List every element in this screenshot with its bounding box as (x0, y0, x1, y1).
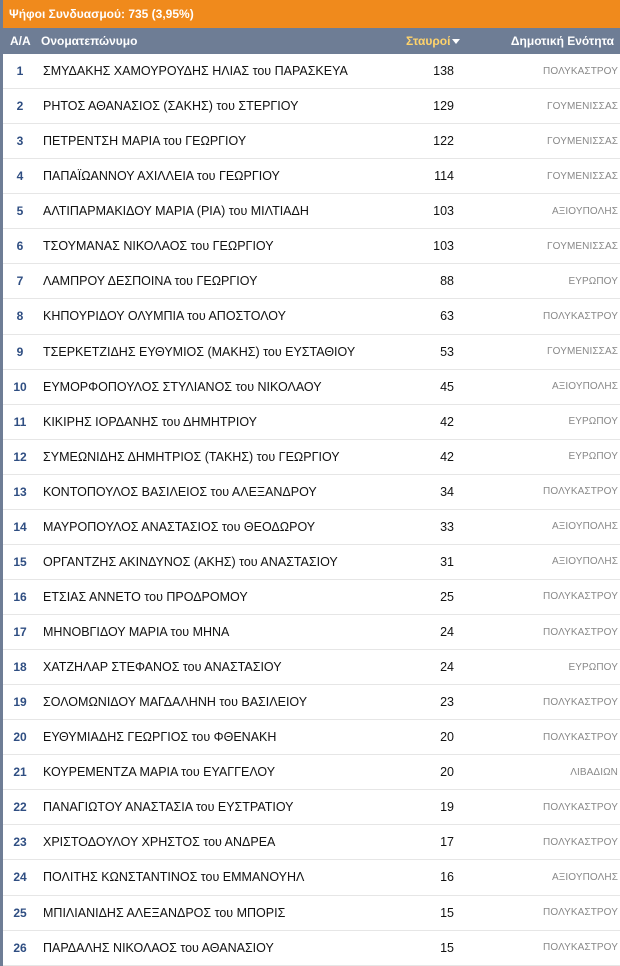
party-votes-banner (3, 0, 620, 28)
party-votes-label: Ψήφοι Συνδυασμού: 735 (3,95%) (9, 7, 194, 21)
candidate-name: ΕΤΣΙΑΣ ΑΝΝΕΤΟ του ΠΡΟΔΡΟΜΟΥ (43, 589, 248, 604)
municipal-unit: ΑΞΙΟΥΠΟΛΗΣ (552, 521, 618, 533)
row-index: 11 (13, 414, 27, 429)
table-row (3, 510, 620, 545)
row-index: 7 (16, 274, 24, 289)
table-row (3, 790, 620, 825)
candidate-name: ΧΑΤΖΗΛΑΡ ΣΤΕΦΑΝΟΣ του ΑΝΑΣΤΑΣΙΟΥ (43, 660, 282, 675)
municipal-unit: ΑΞΙΟΥΠΟΛΗΣ (552, 871, 618, 883)
candidate-name: ΕΥΜΟΡΦΟΠΟΥΛΟΣ ΣΤΥΛΙΑΝΟΣ του ΝΙΚΟΛΑΟΥ (43, 379, 322, 394)
candidate-votes: 31 (440, 554, 454, 569)
table-row (3, 194, 620, 229)
municipal-unit: ΓΟΥΜΕΝΙΣΣΑΣ (547, 346, 618, 358)
table-row (3, 650, 620, 685)
candidate-votes: 17 (440, 835, 454, 850)
candidate-name: ΤΣΕΡΚΕΤΖΙΔΗΣ ΕΥΘΥΜΙΟΣ (ΜΑΚΗΣ) του ΕΥΣΤΑΘΙΟΥ (43, 344, 356, 359)
candidate-name: ΠΕΤΡΕΝΤΣΗ ΜΑΡΙΑ του ΓΕΩΡΓΙΟΥ (43, 134, 247, 149)
candidate-name: ΣΥΜΕΩΝΙΔΗΣ ΔΗΜΗΤΡΙΟΣ (ΤΑΚΗΣ) του ΓΕΩΡΓΙΟΥ (43, 449, 340, 464)
table-row (3, 896, 620, 931)
municipal-unit: ΑΞΙΟΥΠΟΛΗΣ (552, 381, 618, 393)
row-index: 4 (16, 169, 24, 184)
candidate-name: ΛΑΜΠΡΟΥ ΔΕΣΠΟΙΝΑ του ΓΕΩΡΓΙΟΥ (43, 274, 258, 289)
row-index: 12 (13, 449, 27, 464)
municipal-unit: ΕΥΡΩΠΟΥ (568, 416, 618, 428)
table-row (3, 159, 620, 194)
municipal-unit: ΠΟΛΥΚΑΣΤΡΟΥ (543, 801, 618, 813)
row-index: 19 (13, 695, 27, 710)
candidate-name: ΚΙΚΙΡΗΣ ΙΟΡΔΑΝΗΣ του ΔΗΜΗΤΡΙΟΥ (43, 414, 257, 429)
municipal-unit: ΓΟΥΜΕΝΙΣΣΑΣ (547, 240, 618, 252)
municipal-unit: ΑΞΙΟΥΠΟΛΗΣ (552, 556, 618, 568)
municipal-unit: ΠΟΛΥΚΑΣΤΡΟΥ (543, 942, 618, 954)
sort-desc-icon[interactable] (452, 39, 460, 44)
candidate-votes: 24 (440, 660, 454, 675)
row-index: 20 (13, 730, 27, 745)
table-row (3, 440, 620, 475)
municipal-unit: ΕΥΡΩΠΟΥ (568, 451, 618, 463)
municipal-unit: ΠΟΛΥΚΑΣΤΡΟΥ (543, 65, 618, 77)
municipal-unit: ΕΥΡΩΠΟΥ (568, 661, 618, 673)
municipal-unit: ΠΟΛΥΚΑΣΤΡΟΥ (543, 836, 618, 848)
candidate-votes: 129 (433, 99, 454, 114)
row-index: 18 (13, 660, 27, 675)
candidate-name: ΧΡΙΣΤΟΔΟΥΛΟΥ ΧΡΗΣΤΟΣ του ΑΝΔΡΕΑ (43, 835, 276, 850)
municipal-unit: ΠΟΛΥΚΑΣΤΡΟΥ (543, 626, 618, 638)
municipal-unit: ΓΟΥΜΕΝΙΣΣΑΣ (547, 170, 618, 182)
candidate-votes: 42 (440, 449, 454, 464)
municipal-unit: ΓΟΥΜΕΝΙΣΣΑΣ (547, 135, 618, 147)
row-index: 6 (16, 239, 24, 254)
row-index: 3 (16, 134, 24, 149)
municipal-unit: ΠΟΛΥΚΑΣΤΡΟΥ (543, 486, 618, 498)
table-row (3, 860, 620, 895)
table-row (3, 755, 620, 790)
candidate-name: ΚΟΥΡΕΜΕΝΤΖΑ ΜΑΡΙΑ του ΕΥΑΓΓΕΛΟΥ (43, 765, 276, 780)
row-index: 14 (13, 519, 27, 534)
row-index: 15 (13, 554, 27, 569)
table-row (3, 720, 620, 755)
candidate-name: ΡΗΤΟΣ ΑΘΑΝΑΣΙΟΣ (ΣΑΚΗΣ) του ΣΤΕΡΓΙΟΥ (43, 99, 299, 114)
table-row (3, 405, 620, 440)
candidate-votes: 20 (440, 730, 454, 745)
header-index[interactable]: Α/Α (10, 34, 31, 48)
candidate-name: ΟΡΓΑΝΤΖΗΣ ΑΚΙΝΔΥΝΟΣ (ΑΚΗΣ) του ΑΝΑΣΤΑΣΙΟΥ (43, 554, 338, 569)
municipal-unit: ΕΥΡΩΠΟΥ (568, 275, 618, 287)
candidate-votes: 53 (440, 344, 454, 359)
row-index: 24 (13, 870, 27, 885)
candidate-votes: 19 (440, 800, 454, 815)
table-row (3, 615, 620, 650)
candidates-table-body (3, 54, 620, 966)
candidate-name: ΜΠΙΛΙΑΝΙΔΗΣ ΑΛΕΞΑΝΔΡΟΣ του ΜΠΟΡΙΣ (43, 905, 286, 920)
candidate-name: ΠΑΡΔΑΛΗΣ ΝΙΚΟΛΑΟΣ του ΑΘΑΝΑΣΙΟΥ (43, 940, 274, 955)
candidate-name: ΣΟΛΟΜΩΝΙΔΟΥ ΜΑΓΔΑΛΗΝΗ του ΒΑΣΙΛΕΙΟΥ (43, 695, 308, 710)
candidate-name: ΚΗΠΟΥΡΙΔΟΥ ΟΛΥΜΠΙΑ του ΑΠΟΣΤΟΛΟΥ (43, 309, 286, 324)
table-header (3, 28, 620, 54)
row-index: 10 (13, 379, 27, 394)
municipal-unit: ΠΟΛΥΚΑΣΤΡΟΥ (543, 907, 618, 919)
candidate-name: ΜΗΝΟΒΓΙΔΟΥ ΜΑΡΙΑ του ΜΗΝΑ (43, 625, 230, 640)
candidate-name: ΠΟΛΙΤΗΣ ΚΩΝΣΤΑΝΤΙΝΟΣ του ΕΜΜΑΝΟΥΗΛ (43, 870, 305, 885)
header-unit[interactable]: Δημοτική Ενότητα (510, 34, 614, 48)
candidate-votes: 15 (440, 940, 454, 955)
row-index: 9 (16, 344, 24, 359)
candidate-votes: 122 (433, 134, 454, 149)
candidate-votes: 24 (440, 625, 454, 640)
row-index: 8 (16, 309, 24, 324)
table-row (3, 264, 620, 299)
candidate-name: ΜΑΥΡΟΠΟΥΛΟΣ ΑΝΑΣΤΑΣΙΟΣ του ΘΕΟΔΩΡΟΥ (43, 519, 316, 534)
table-row (3, 580, 620, 615)
candidate-votes: 103 (433, 204, 454, 219)
table-row (3, 545, 620, 580)
candidate-votes: 138 (433, 64, 454, 79)
candidate-votes: 33 (440, 519, 454, 534)
municipal-unit: ΛΙΒΑΔΙΩΝ (570, 766, 618, 778)
row-index: 21 (13, 765, 27, 780)
header-votes-label[interactable]: Σταυροί (406, 34, 451, 48)
candidate-votes: 63 (440, 309, 454, 324)
row-index: 2 (16, 99, 24, 114)
table-row (3, 335, 620, 370)
row-index: 5 (16, 204, 24, 219)
table-row (3, 825, 620, 860)
municipal-unit: ΠΟΛΥΚΑΣΤΡΟΥ (543, 591, 618, 603)
candidate-votes: 34 (440, 484, 454, 499)
candidate-votes: 15 (440, 905, 454, 920)
table-row (3, 475, 620, 510)
header-name[interactable]: Ονοματεπώνυμο (41, 34, 138, 48)
table-row (3, 229, 620, 264)
header-votes[interactable] (406, 34, 476, 48)
row-index: 25 (13, 905, 27, 920)
municipal-unit: ΠΟΛΥΚΑΣΤΡΟΥ (543, 731, 618, 743)
candidate-votes: 103 (433, 239, 454, 254)
municipal-unit: ΠΟΛΥΚΑΣΤΡΟΥ (543, 310, 618, 322)
table-row (3, 299, 620, 334)
municipal-unit: ΠΟΛΥΚΑΣΤΡΟΥ (543, 696, 618, 708)
candidate-votes: 114 (434, 169, 454, 184)
candidate-name: ΚΟΝΤΟΠΟΥΛΟΣ ΒΑΣΙΛΕΙΟΣ του ΑΛΕΞΑΝΔΡΟΥ (43, 484, 317, 499)
table-row (3, 685, 620, 720)
table-row (3, 370, 620, 405)
row-index: 26 (13, 940, 27, 955)
candidate-votes: 45 (440, 379, 454, 394)
candidate-name: ΠΑΝΑΓΙΩΤΟΥ ΑΝΑΣΤΑΣΙΑ του ΕΥΣΤΡΑΤΙΟΥ (43, 800, 294, 815)
table-row (3, 54, 620, 89)
candidate-votes: 20 (440, 765, 454, 780)
candidate-votes: 23 (440, 695, 454, 710)
row-index: 1 (16, 64, 24, 79)
candidate-name: ΕΥΘΥΜΙΑΔΗΣ ΓΕΩΡΓΙΟΣ του ΦΘΕΝΑΚΗ (43, 730, 277, 745)
candidate-votes: 16 (440, 870, 454, 885)
candidate-name: ΤΣΟΥΜΑΝΑΣ ΝΙΚΟΛΑΟΣ του ΓΕΩΡΓΙΟΥ (43, 239, 274, 254)
candidate-votes: 25 (440, 589, 454, 604)
row-index: 22 (13, 800, 27, 815)
municipal-unit: ΓΟΥΜΕΝΙΣΣΑΣ (547, 100, 618, 112)
table-row (3, 931, 620, 966)
candidate-name: ΣΜΥΔΑΚΗΣ ΧΑΜΟΥΡΟΥΔΗΣ ΗΛΙΑΣ του ΠΑΡΑΣΚΕΥΑ (43, 64, 348, 79)
candidate-votes: 88 (440, 274, 454, 289)
row-index: 23 (13, 835, 27, 850)
row-index: 17 (13, 625, 27, 640)
row-index: 13 (13, 484, 27, 499)
municipal-unit: ΑΞΙΟΥΠΟΛΗΣ (552, 205, 618, 217)
table-row (3, 124, 620, 159)
table-row (3, 89, 620, 124)
candidate-name: ΑΛΤΙΠΑΡΜΑΚΙΔΟΥ ΜΑΡΙΑ (ΡΙΑ) του ΜΙΛΤΙΑΔΗ (43, 204, 309, 219)
candidate-name: ΠΑΠΑΪΩΑΝΝΟΥ ΑΧΙΛΛΕΙΑ του ΓΕΩΡΓΙΟΥ (43, 169, 280, 184)
row-index: 16 (13, 589, 27, 604)
candidate-votes: 42 (440, 414, 454, 429)
